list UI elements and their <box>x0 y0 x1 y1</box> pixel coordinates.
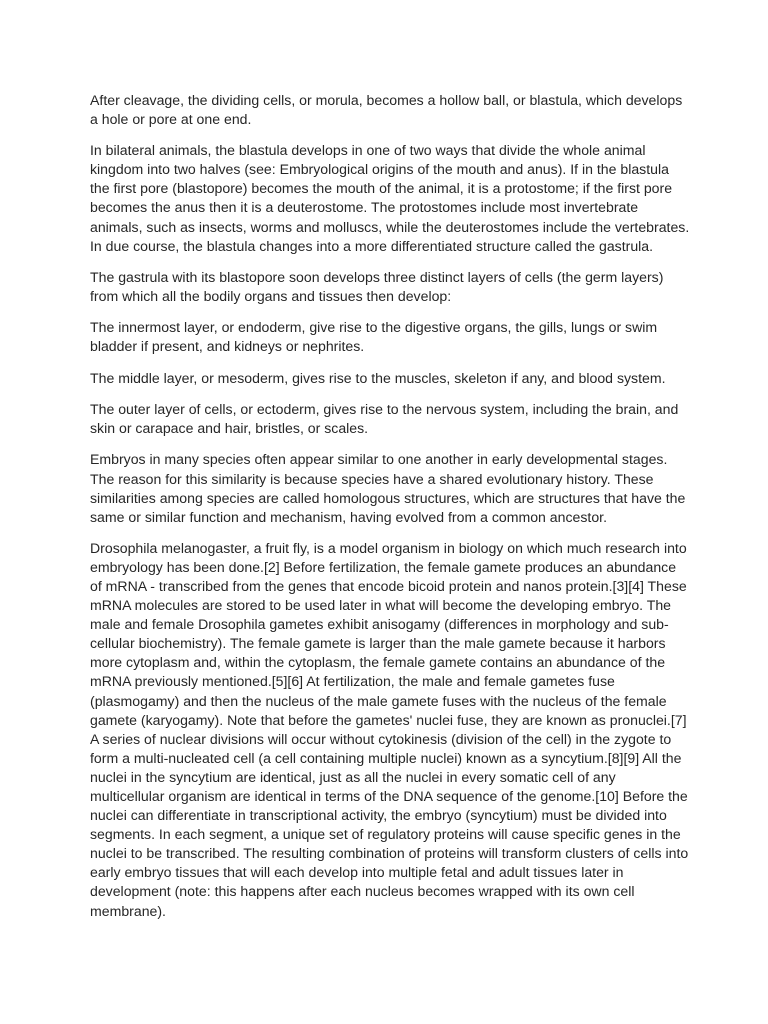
text-line: The outer layer of cells, or ectoderm, gives rise to the nervous system, including the brain, and <box>90 401 679 418</box>
text-line: nuclei in the syncytium are identical, just as all the nuclei in every somatic cell of any <box>90 768 616 785</box>
text-line: (plasmogamy) and then the nucleus of the male gamete fuses with the nucleus of the female <box>90 692 667 709</box>
text-line: skin or carapace and hair, bristles, or scales. <box>90 420 369 437</box>
text-line: After cleavage, the dividing cells, or morula, becomes a hollow ball, or blastula, which develops <box>90 92 683 108</box>
text-line: nuclei can differentiate in transcriptional activity, the embryo (syncytium) must be divided into <box>90 807 667 824</box>
paragraph <box>90 450 690 526</box>
text-line: gamete (karyogamy). Note that before the gametes' nuclei fuse, they are known as pronuclei.[7] <box>90 711 687 728</box>
text-line: Embryos in many species often appear similar to one another in early developmental stages. <box>90 451 668 468</box>
paragraph <box>90 141 690 256</box>
text-line: male and female Drosophila gametes exhibit anisogamy (differences in morphology and sub- <box>90 616 669 633</box>
text-line: of mRNA - transcribed from the genes that encode bicoid protein and nanos protein.[3][4] These <box>90 577 687 594</box>
paragraph <box>90 400 690 438</box>
text-line: the first pore (blastopore) becomes the mouth of the animal, it is a protostome; if the first pore <box>90 180 673 197</box>
text-line: The reason for this similarity is because species have a shared evolutionary history. These <box>90 470 654 487</box>
text-line: from which all the bodily organs and tissues then develop: <box>90 287 452 304</box>
paragraph <box>90 91 690 129</box>
text-line: similarities among species are called homologous structures, which are structures that have the <box>90 489 686 506</box>
text-line: becomes the anus then it is a deuterostome. The protostomes include most invertebrate <box>90 199 639 216</box>
text-line: multicellular organism are identical in terms of the DNA sequence of the genome.[10] Before the <box>90 788 688 804</box>
text-line: nuclei to be transcribed. The resulting combination of proteins will transform clusters of cells into <box>90 845 689 862</box>
text-line: more cytoplasm and, within the cytoplasm, the female gamete contains an abundance of the <box>90 654 666 671</box>
text-line: bladder if present, and kidneys or nephrites. <box>90 338 365 355</box>
text-line: mRNA molecules are stored to be used later in what will become the developing embryo. The <box>90 597 672 614</box>
text-line: The middle layer, or mesoderm, gives rise to the muscles, skeleton if any, and blood system. <box>90 370 666 387</box>
text-line: The gastrula with its blastopore soon develops three distinct layers of cells (the germ layers) <box>90 268 664 285</box>
text-line: In due course, the blastula changes into a more differentiated structure called the gastrula. <box>90 237 654 254</box>
paragraph <box>90 369 690 388</box>
text-line: early embryo tissues that will each develop into multiple fetal and adult tissues later in <box>90 864 624 881</box>
text-line: animals, such as insects, worms and molluscs, while the deuterostomes include the vertebrates. <box>90 218 690 235</box>
text-line: The innermost layer, or endoderm, give rise to the digestive organs, the gills, lungs or swim <box>90 318 658 335</box>
text-line: same or similar function and mechanism, having evolved from a common ancestor. <box>90 508 608 525</box>
text-line: embryology has been done.[2] Before fertilization, the female gamete produces an abundance <box>90 558 677 575</box>
text-line: a hole or pore at one end. <box>90 111 252 128</box>
text-line: A series of nuclear divisions will occur without cytokinesis (division of the cell) in the zygote to <box>90 730 672 747</box>
text-line: Drosophila melanogaster, a fruit fly, is a model organism in biology on which much research into <box>90 539 687 556</box>
text-line: mRNA previously mentioned.[5][6] At fertilization, the male and female gametes fuse <box>90 673 615 690</box>
text-line: In bilateral animals, the blastula develops in one of two ways that divide the whole animal <box>90 142 646 159</box>
paragraph <box>90 268 690 306</box>
text-line: cellular biochemistry). The female gamete is larger than the male gamete because it harbors <box>90 635 666 652</box>
paragraph <box>90 318 690 356</box>
text-line: kingdom into two halves (see: Embryological origins of the mouth and anus). If in the blastula <box>90 161 669 178</box>
document-page <box>90 91 690 921</box>
text-line: development (note: this happens after each nucleus becomes wrapped with its own cell <box>90 883 635 900</box>
text-line: membrane). <box>90 902 166 919</box>
paragraph <box>90 539 690 921</box>
text-line: form a multi-nucleated cell (a cell containing multiple nuclei) known as a syncytium.[8][9] All the <box>90 749 682 766</box>
text-line: segments. In each segment, a unique set of regulatory proteins will cause specific genes in the <box>90 826 681 843</box>
